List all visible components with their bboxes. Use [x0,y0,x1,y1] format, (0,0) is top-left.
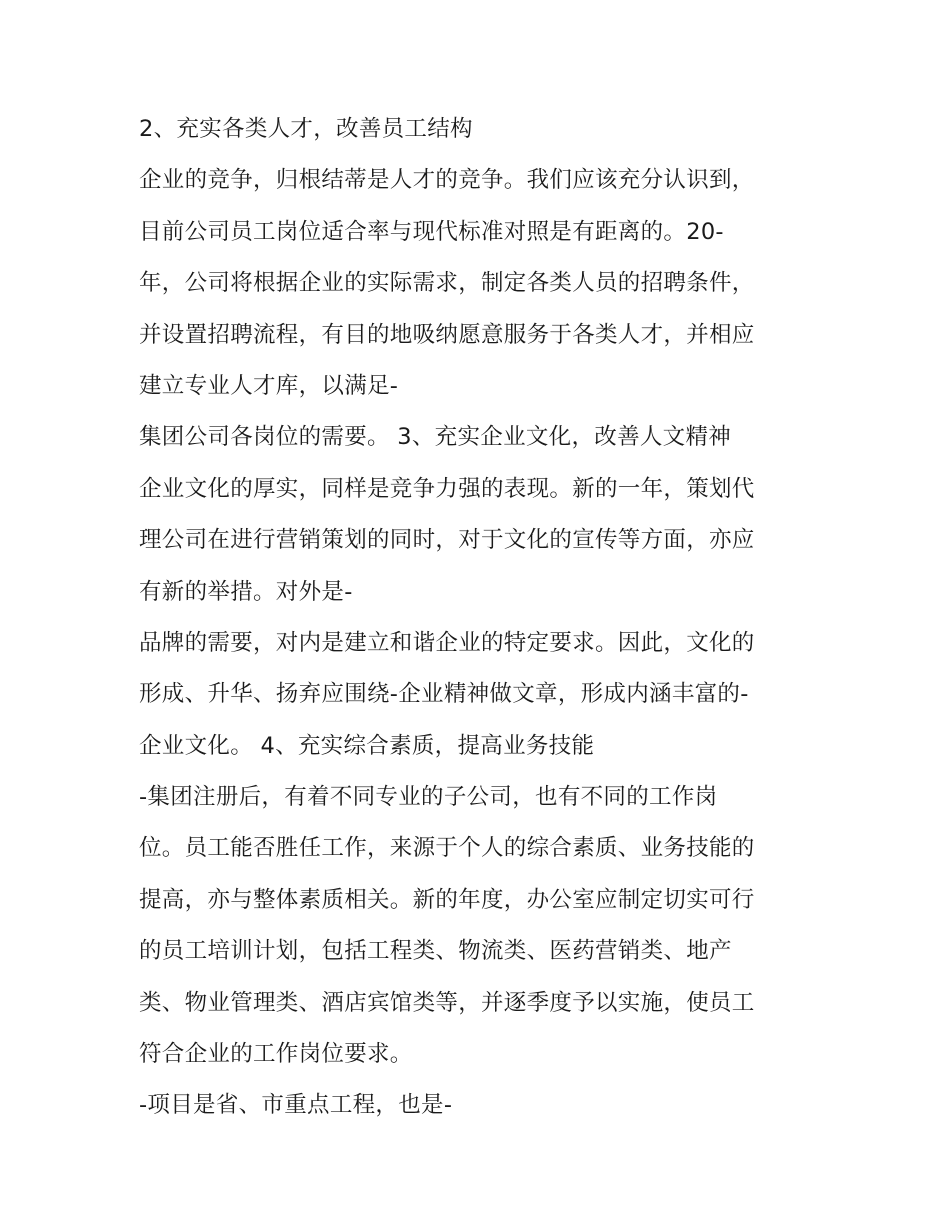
paragraph-line: 企业的竞争，归根结蒂是人才的竞争。我们应该充分认识到， [139,167,755,194]
paragraph-line: 理公司在进行营销策划的同时，对于文化的宣传等方面，亦应 [139,527,755,554]
paragraph-line: 年，公司将根据企业的实际需求，制定各类人员的招聘条件， [139,270,755,297]
paragraph-line: 符合企业的工作岗位要求。 [139,1041,413,1068]
paragraph-line: 品牌的需要，对内是建立和谐企业的特定要求。因此，文化的 [139,629,755,656]
section-heading-talent: 2、充实各类人才，改善员工结构 [139,116,473,142]
document-body [139,112,819,1140]
paragraph-line: 建立专业人才库，以满足- [139,372,399,399]
paragraph-line: 位。员工能否胜任工作，来源于个人的综合素质、业务技能的 [139,835,755,862]
paragraph-line: -集团注册后，有着不同专业的子公司，也有不同的工作岗 [139,784,718,811]
paragraph-line: 并设置招聘流程，有目的地吸纳愿意服务于各类人才，并相应 [139,321,755,348]
paragraph-line: 目前公司员工岗位适合率与现代标准对照是有距离的。20- [139,218,724,245]
paragraph-line: 类、物业管理类、酒店宾馆类等，并逐季度予以实施，使员工 [139,989,755,1016]
paragraph-line-skills-heading: 企业文化。 4、充实综合素质，提高业务技能 [139,732,595,759]
paragraph-line: 的员工培训计划，包括工程类、物流类、医药营销类、地产 [139,938,732,965]
paragraph-line: 有新的举措。对外是- [139,578,353,605]
paragraph-line: 形成、升华、扬弃应围绕-企业精神做文章，形成内涵丰富的- [139,681,749,708]
paragraph-line: 提高，亦与整体素质相关。新的年度，办公室应制定切实可行 [139,886,755,913]
paragraph-line-culture-heading: 集团公司各岗位的需要。 3、充实企业文化，改善人文精神 [139,424,732,451]
paragraph-line: -项目是省、市重点工程，也是- [139,1092,453,1119]
paragraph-line: 企业文化的厚实，同样是竞争力强的表现。新的一年，策划代 [139,475,755,502]
